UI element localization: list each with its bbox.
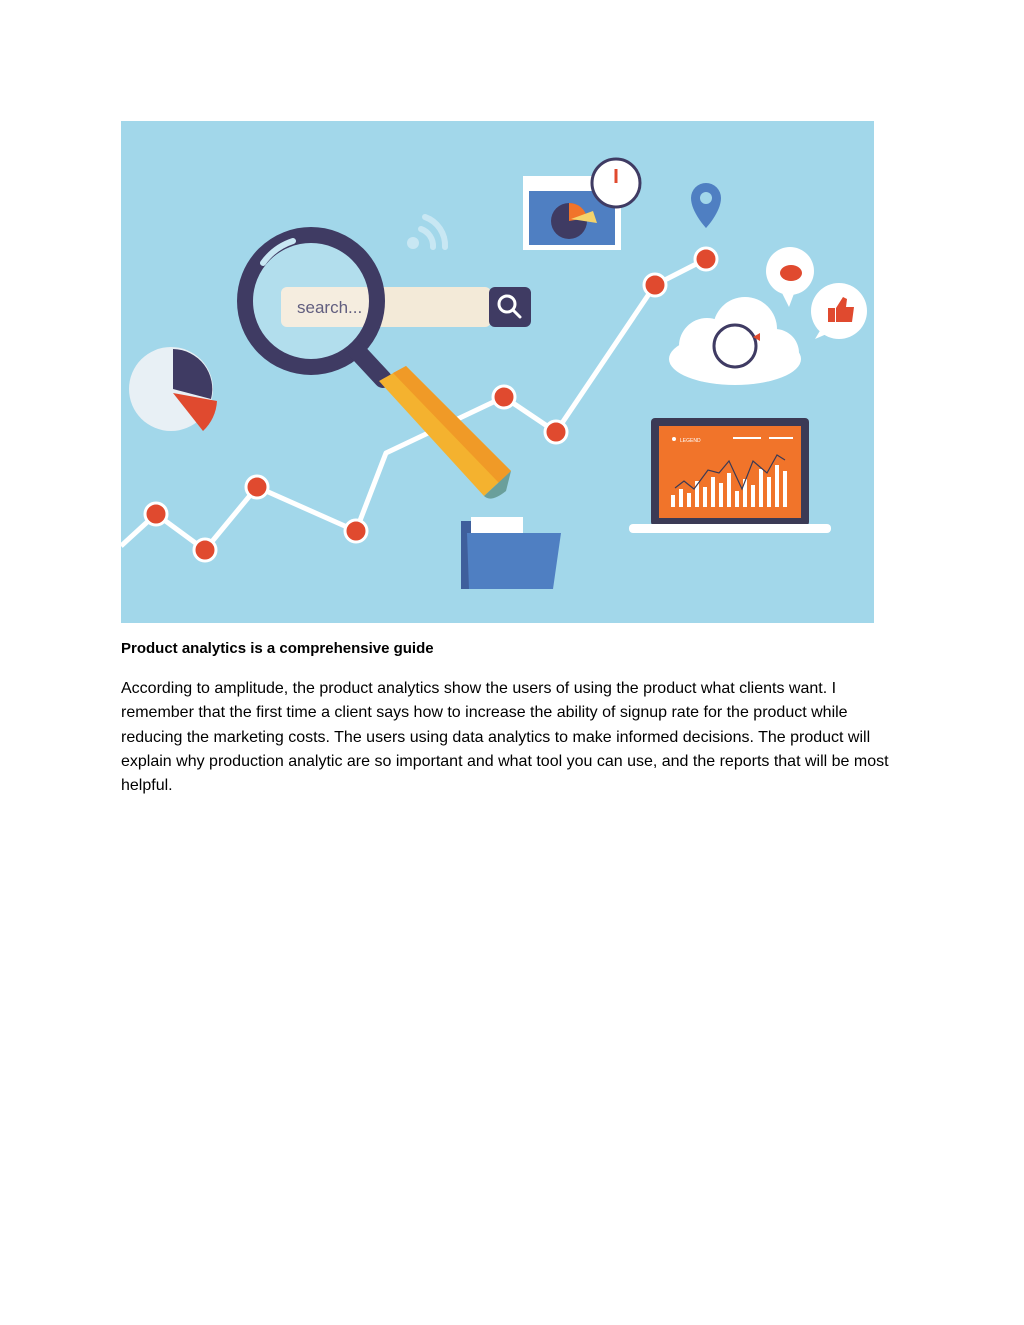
article-heading: Product analytics is a comprehensive guide bbox=[121, 640, 434, 657]
report-card-icon bbox=[523, 159, 640, 250]
laptop-bar bbox=[719, 483, 723, 507]
trend-point bbox=[493, 386, 515, 408]
wifi-icon bbox=[407, 217, 445, 249]
trend-point bbox=[246, 476, 268, 498]
laptop-bar bbox=[727, 473, 731, 507]
trend-point bbox=[194, 539, 216, 561]
cloud-sync-icon bbox=[669, 297, 801, 385]
laptop-bar bbox=[767, 477, 771, 507]
article-body: According to amplitude, the product analytics show the users of using the product what clients want. I remember that the first time a client says how to increase the ability of signup rate for the product while reducing the marketing costs. The users using data analytics to make informed decisions. The product will explain why production analytic are so important and what tool you can use, and the reports that will be most helpful. bbox=[121, 680, 889, 795]
folder-icon bbox=[461, 517, 561, 589]
laptop-bar bbox=[743, 479, 747, 507]
trend-point bbox=[695, 248, 717, 270]
laptop-bar bbox=[759, 469, 763, 507]
laptop-bar bbox=[687, 493, 691, 507]
hero-illustration bbox=[121, 121, 874, 623]
laptop-icon bbox=[629, 418, 831, 533]
laptop-bar bbox=[679, 489, 683, 507]
laptop-bar bbox=[751, 485, 755, 507]
map-pin-icon bbox=[691, 183, 721, 228]
laptop-bar bbox=[783, 471, 787, 507]
thumbs-up-icon bbox=[811, 283, 867, 339]
trend-point bbox=[145, 503, 167, 525]
trend-point bbox=[345, 520, 367, 542]
laptop-bar bbox=[671, 495, 675, 507]
bird-bubble-icon bbox=[766, 247, 814, 307]
laptop-bar bbox=[775, 465, 779, 507]
magnifying-glass-icon bbox=[245, 235, 511, 499]
trend-point bbox=[644, 274, 666, 296]
laptop-bar bbox=[711, 477, 715, 507]
svg-text:LEGEND: LEGEND bbox=[680, 438, 701, 444]
pie-chart-icon bbox=[129, 347, 217, 431]
laptop-bar bbox=[735, 491, 739, 507]
laptop-bar bbox=[703, 487, 707, 507]
trend-point bbox=[545, 421, 567, 443]
